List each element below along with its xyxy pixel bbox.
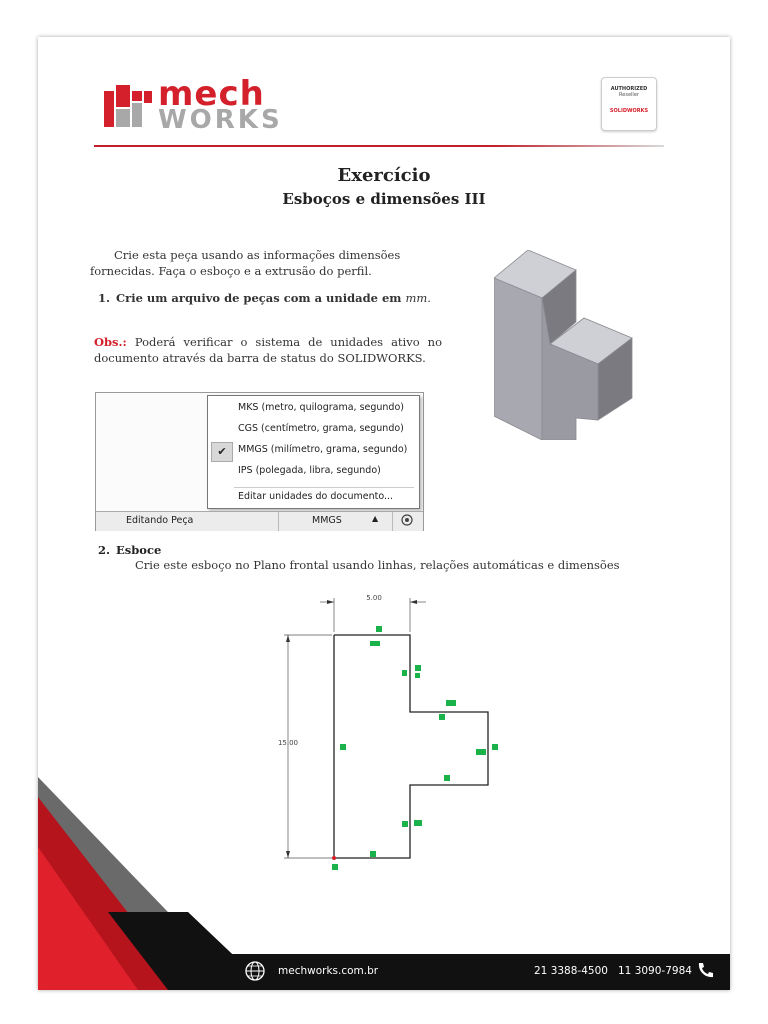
relation-icon	[414, 820, 422, 826]
relation-icon	[370, 851, 376, 857]
obs-text: Poderá verificar o sistema de unidades ativo no documento através da barra de status do SOLIDWORKS.	[94, 335, 442, 365]
chevron-up-icon[interactable]: ▲	[372, 514, 379, 523]
status-bar	[96, 511, 423, 531]
menu-item-ips[interactable]: IPS (polegada, libra, segundo)	[238, 465, 381, 476]
logo-mark-icon	[104, 85, 152, 127]
dim-height-label: 15.00	[277, 739, 299, 747]
logo-text-mech: mech	[158, 74, 265, 114]
step2-number: 2.	[98, 543, 111, 557]
step1-number: 1.	[98, 291, 111, 305]
page-subtitle: Esboços e dimensões III	[282, 190, 486, 208]
step2-heading	[98, 543, 162, 557]
rebuild-icon	[400, 513, 414, 530]
origin-point	[332, 856, 336, 860]
logo-text-works: WORKS	[158, 105, 283, 135]
units-menu	[207, 395, 420, 509]
relation-icon	[444, 775, 450, 781]
relation-icon	[402, 670, 407, 676]
step1-suffix: .	[427, 291, 431, 305]
menu-item-mmgs[interactable]: MMGS (milímetro, grama, segundo)	[238, 444, 408, 455]
page-title: Exercício	[337, 165, 431, 186]
sketch-relation-markers	[332, 626, 498, 870]
step2-title: Esboce	[116, 543, 162, 557]
menu-item-edit-units[interactable]: Editar unidades do documento...	[238, 491, 394, 502]
relation-icon	[376, 626, 382, 632]
mechworks-logo	[104, 74, 304, 135]
step1-text: Crie um arquivo de peças com a unidade em	[116, 291, 402, 305]
menu-item-cgs[interactable]: CGS (centímetro, grama, segundo)	[238, 423, 404, 434]
step1-item	[98, 290, 442, 306]
status-editing-part: Editando Peça	[126, 515, 194, 526]
sketch-drawing	[268, 592, 508, 872]
globe-icon	[244, 960, 266, 982]
obs-paragraph	[94, 334, 442, 366]
relation-icon	[370, 641, 380, 646]
status-divider	[278, 512, 279, 531]
step2-text: Crie este esboço no Plano frontal usando linhas, relações automáticas e dimensões	[135, 558, 620, 572]
badge-line3: SOLIDWORKS	[609, 108, 649, 114]
footer-bar	[208, 954, 730, 990]
relation-icon	[476, 749, 486, 755]
relation-icon	[439, 714, 445, 720]
document-page	[38, 37, 730, 990]
menu-separator	[234, 487, 414, 488]
authorized-reseller-badge	[601, 77, 657, 131]
footer-phone-rj[interactable]: 21 3388-4500	[534, 965, 608, 977]
phone-icon	[696, 961, 714, 983]
relation-icon	[492, 744, 498, 750]
status-units-selector[interactable]: MMGS	[312, 515, 342, 526]
relation-icon	[402, 821, 408, 827]
relation-icon	[332, 864, 338, 870]
footer-phone-sp[interactable]: 11 3090-7984	[618, 965, 692, 977]
intro-text: Crie esta peça usando as informações dimensões fornecidas. Faça o esboço e a extrusão do perfil.	[90, 248, 401, 278]
part-3d-view	[494, 250, 636, 440]
intro-paragraph	[90, 247, 420, 279]
dim-width-label: 5.00	[366, 594, 382, 602]
step1-unit: mm	[405, 291, 428, 305]
relation-icon	[415, 665, 421, 671]
units-screenshot	[95, 392, 424, 531]
menu-item-mks[interactable]: MKS (metro, quilograma, segundo)	[238, 402, 404, 413]
relation-icon	[446, 700, 456, 706]
relation-icon	[340, 744, 346, 750]
status-divider	[392, 512, 393, 531]
footer-website-link[interactable]: mechworks.com.br	[278, 965, 379, 977]
obs-label: Obs.:	[94, 335, 127, 349]
header-divider	[94, 145, 664, 147]
badge-line2: Reseller	[619, 92, 639, 98]
checkmark-icon: ✔	[211, 442, 233, 462]
relation-icon	[415, 673, 420, 678]
badge-line1: AUTHORIZED	[610, 86, 648, 92]
